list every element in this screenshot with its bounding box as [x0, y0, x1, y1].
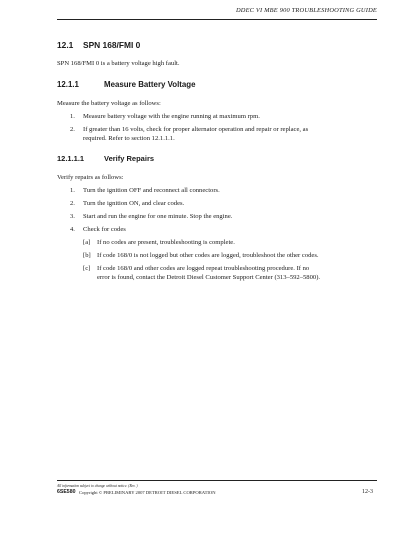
substep-marker: [b]: [83, 252, 91, 259]
substep-marker: [c]: [83, 265, 91, 272]
substep-text-line: If code 168/0 and other codes are logged repeat troubleshooting procedure. If no: [97, 265, 310, 272]
footer-rule: [57, 480, 377, 481]
step-text-line: required. Refer to section 12.1.1.1.: [83, 135, 175, 143]
step-number: 1.: [70, 187, 75, 194]
substep-text: If no codes are present, troubleshooting is complete.: [97, 239, 235, 246]
step-number: 4.: [70, 226, 75, 233]
step-number: 1.: [70, 113, 75, 120]
subsubsection-number: 12.1.1.1: [57, 154, 85, 163]
step-text-line: If greater than 16 volts, check for proper alternator operation and repair or replace, as: [83, 126, 309, 133]
step-text: Turn the ignition OFF and reconnect all connectors.: [83, 187, 220, 194]
header-rule: [57, 19, 377, 20]
section-number: 12.1: [57, 40, 74, 50]
substep-text: If code 168/0 is not logged but other codes are logged, troubleshoot the other codes.: [97, 252, 319, 259]
step-text: Start and run the engine for one minute. Stop the engine.: [83, 213, 233, 220]
section-intro: SPN 168/FMI 0 is a battery voltage high fault.: [57, 60, 180, 67]
subsubsection-title: Verify Repairs: [104, 154, 155, 163]
document-code: 6SE580: [57, 489, 76, 495]
subsection-heading: [57, 80, 196, 89]
subsection-number: 12.1.1: [57, 80, 79, 89]
step-number: 2.: [70, 200, 75, 207]
subsubsection-intro: Verify repairs as follows:: [57, 174, 124, 181]
subsection-intro: Measure the battery voltage as follows:: [57, 100, 161, 107]
copyright-notice: Copyright © PRELIMINARY 2007 DETROIT DIESEL CORPORATION: [79, 489, 216, 495]
footer-disclaimer: All information subject to change without notice. (Rev. ): [57, 484, 138, 488]
step-text: Turn the ignition ON, and clear codes.: [83, 200, 185, 207]
substep-marker: [a]: [83, 239, 91, 246]
running-header-title: DDEC VI MBE 900 TROUBLESHOOTING GUIDE: [235, 7, 377, 14]
step-text: Check for codes: [83, 226, 126, 233]
step-number: 2.: [70, 126, 75, 133]
substep-text-line: error is found, contact the Detroit Diesel Customer Support Center (313–592–5800).: [97, 274, 321, 282]
section-title: SPN 168/FMI 0: [83, 40, 141, 50]
subsubsection-heading: [57, 154, 154, 163]
subsection-title: Measure Battery Voltage: [104, 80, 196, 89]
section-heading: [57, 40, 140, 50]
step-text: Measure battery voltage with the engine running at maximum rpm.: [83, 113, 260, 120]
step-number: 3.: [70, 213, 75, 220]
page-number: 12-3: [362, 488, 373, 495]
